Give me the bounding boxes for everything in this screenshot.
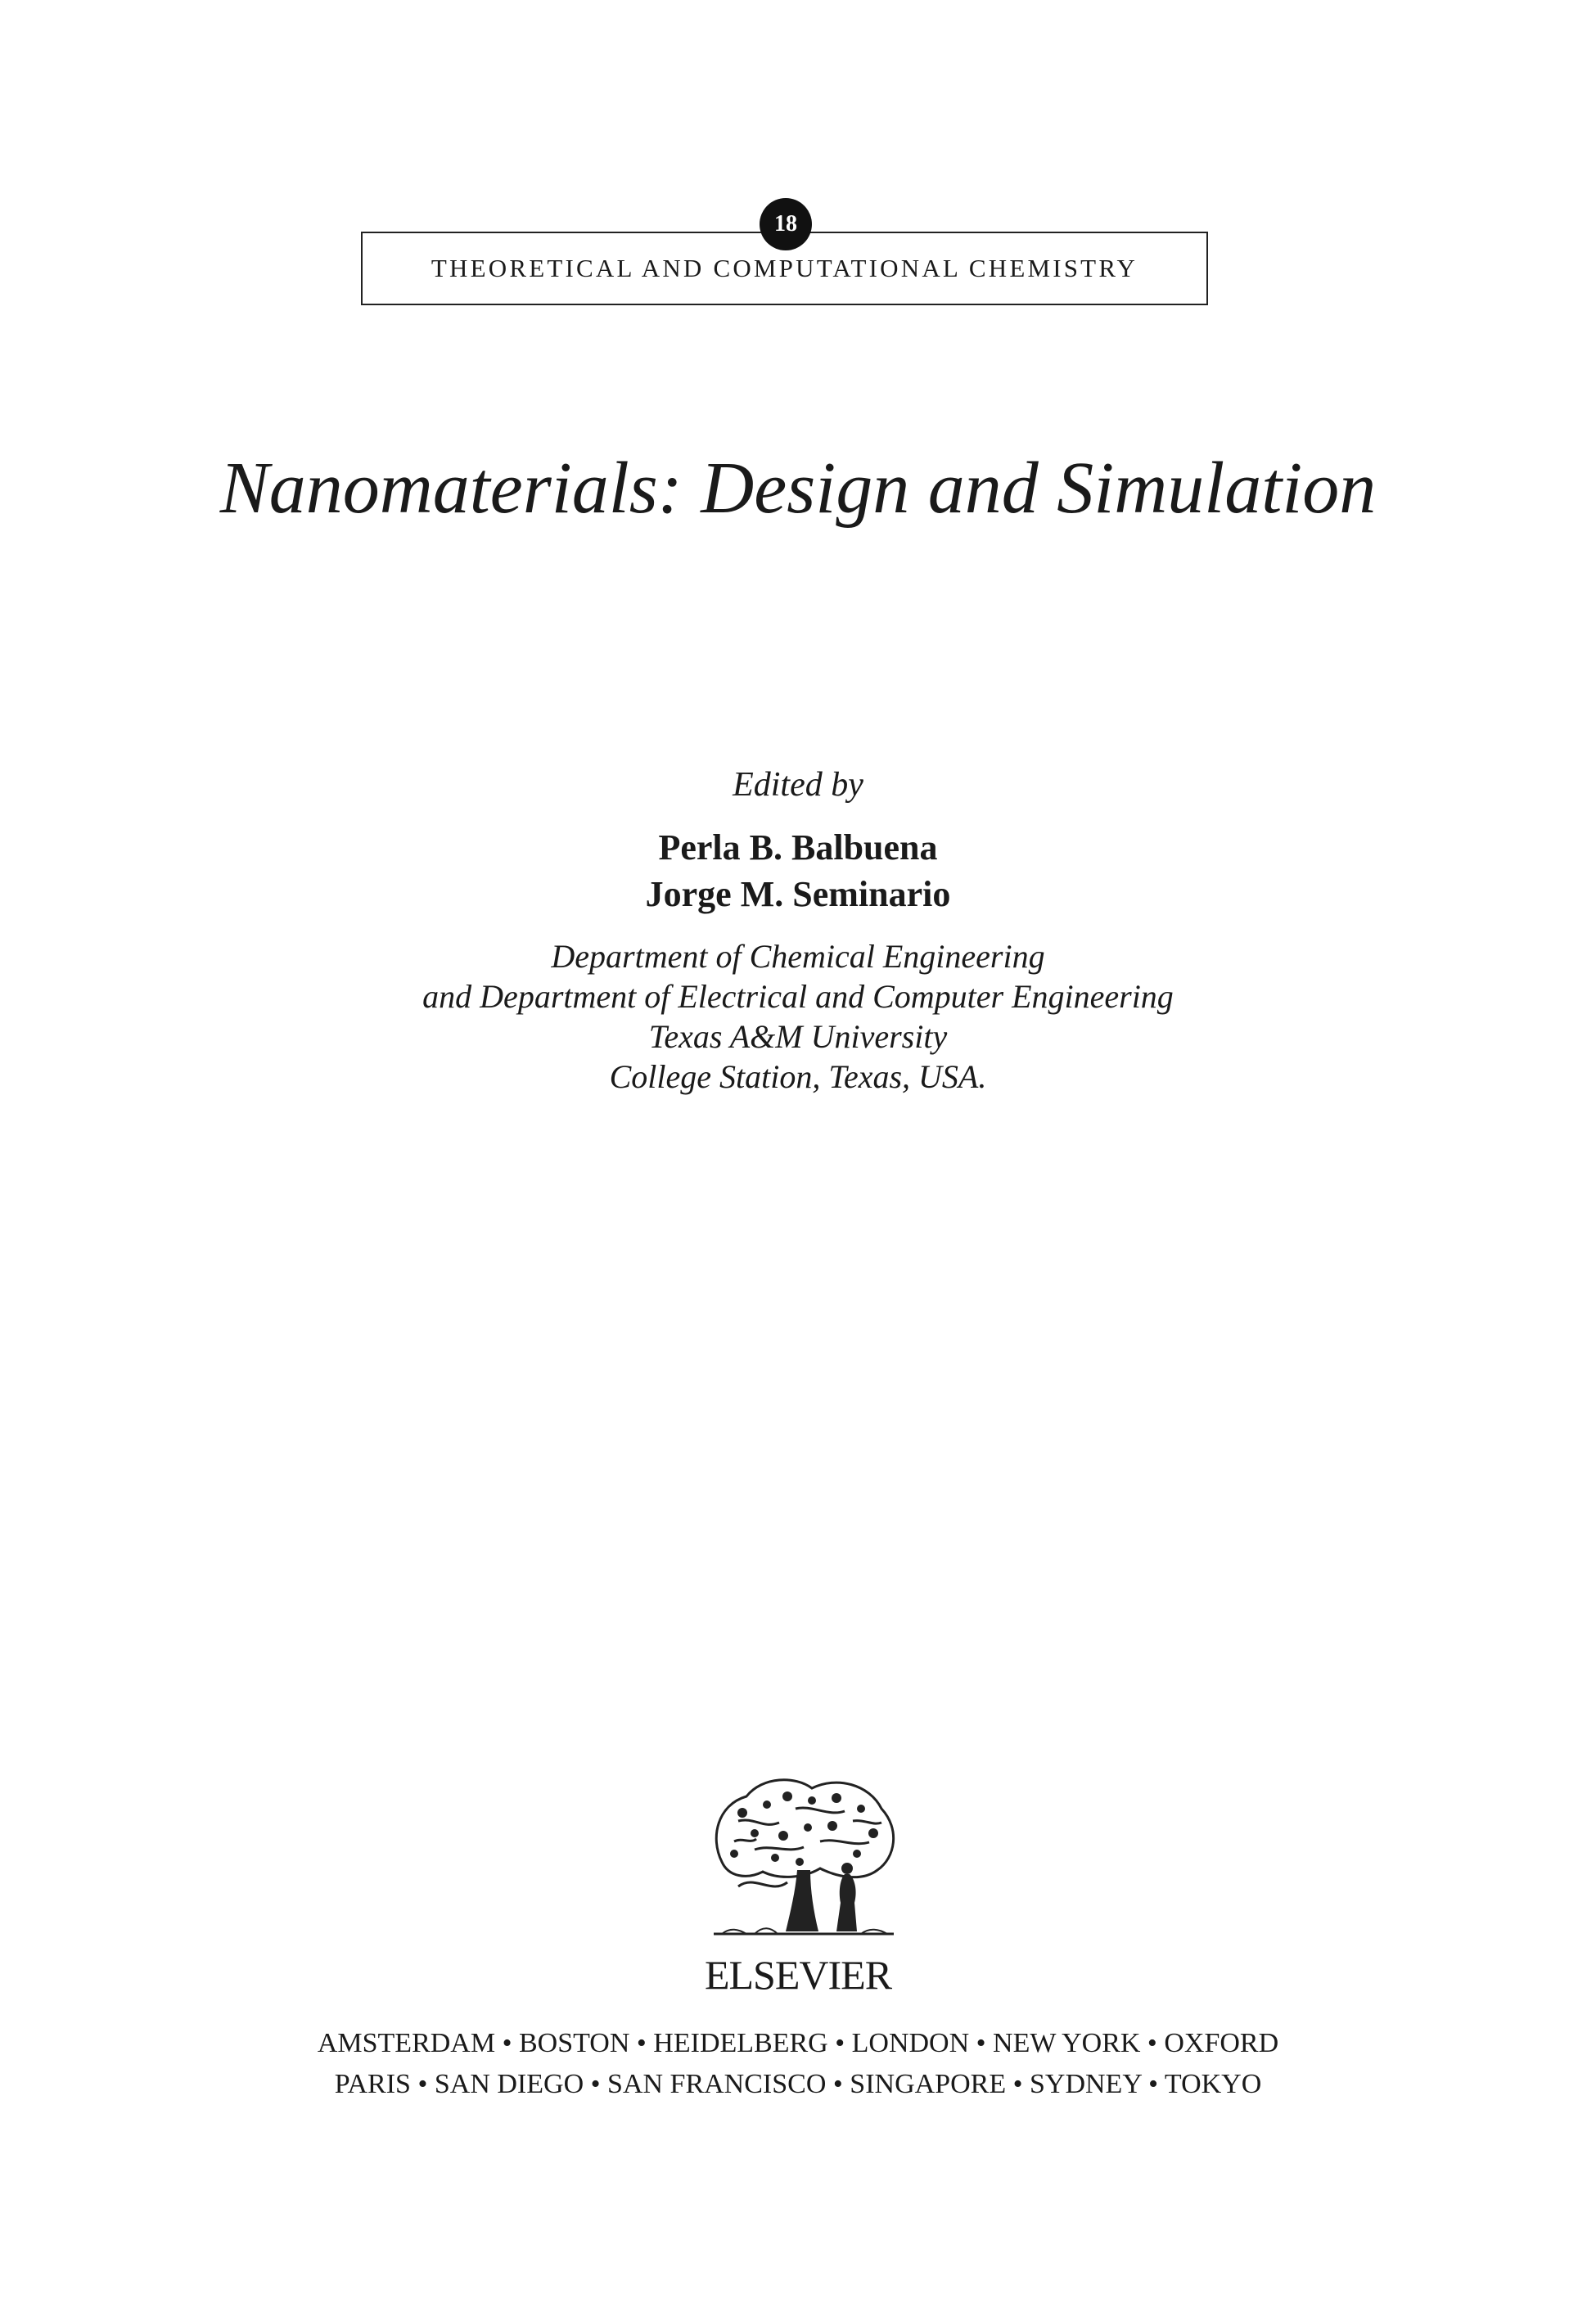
book-title: Nanomaterials: Design and Simulation <box>219 448 1377 529</box>
editor-name: Perla B. Balbuena <box>658 827 938 868</box>
publisher-name: ELSEVIER <box>704 1952 892 1998</box>
elsevier-tree-logo-icon <box>706 1772 902 1948</box>
affiliation-line: Texas A&M University <box>648 1018 948 1055</box>
affiliation-line: College Station, Texas, USA. <box>609 1058 987 1095</box>
affiliation-line: Department of Chemical Engineering <box>551 938 1045 975</box>
affiliation-line: and Department of Electrical and Computer Engineering <box>422 978 1174 1015</box>
publisher-cities-line: AMSTERDAM • BOSTON • HEIDELBERG • LONDON • NEW YORK • OXFORD <box>317 2028 1279 2058</box>
series-name: THEORETICAL AND COMPUTATIONAL CHEMISTRY <box>431 254 1138 282</box>
publisher-cities-line: PARIS • SAN DIEGO • SAN FRANCISCO • SINGAPORE • SYDNEY • TOKYO <box>334 2069 1262 2099</box>
editor-name: Jorge M. Seminario <box>645 874 951 914</box>
volume-number-badge: 18 <box>760 198 812 250</box>
edited-by-label: Edited by <box>733 766 863 804</box>
